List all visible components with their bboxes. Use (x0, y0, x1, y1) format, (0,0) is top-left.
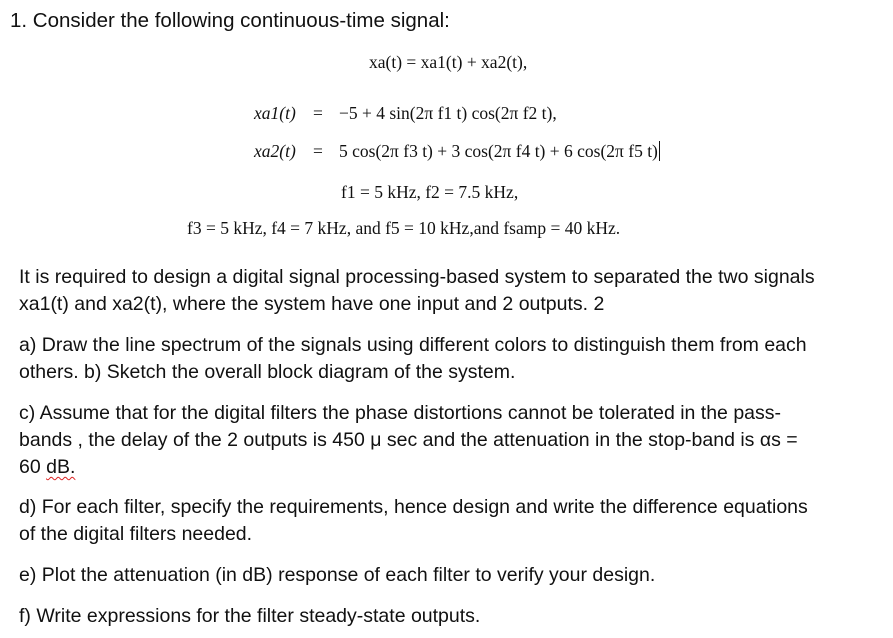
eq-xa1-rhs-text: −5 + 4 sin(2π f1 t) cos(2π f2 t), (339, 103, 557, 123)
intro-line-1: It is required to design a digital signal processing-based system to separated the two signals (19, 266, 815, 288)
eq-xa2-lhs-text: xa2(t) (254, 141, 296, 161)
part-c-line-3-value: 60 (19, 456, 47, 478)
eq-xa2-equals: = (313, 141, 323, 161)
eq-xa1-rhs (339, 103, 557, 124)
eq-frequencies-2 (187, 218, 620, 239)
eq-xa2-rhs-text: 5 cos(2π f3 t) + 3 cos(2π f4 t) + 6 cos(2π f5 t) (339, 141, 658, 161)
eq-xa2-lhs (254, 141, 296, 162)
eq-xa1-equals: = (313, 103, 323, 123)
eq-frequencies-1-text: f1 = 5 kHz, f2 = 7.5 kHz, (341, 182, 519, 202)
eq-xa2-rhs (339, 141, 660, 162)
question-title: 1. Consider the following continuous-time signal: (10, 9, 450, 32)
part-c-line-1: c) Assume that for the digital filters the phase distortions cannot be tolerated in the pass- (19, 402, 782, 424)
eq-frequencies-1 (341, 182, 518, 203)
part-c-line-3-unit: dB. (46, 456, 76, 478)
part-d-line-2: of the digital filters needed. (19, 523, 253, 545)
text-cursor (659, 141, 660, 161)
eq-main (369, 52, 527, 73)
part-e-paragraph: e) Plot the attenuation (in dB) response of each filter to verify your design. (19, 564, 656, 586)
part-c-line-3 (19, 454, 75, 481)
part-f-paragraph: f) Write expressions for the filter steady-state outputs. (19, 605, 481, 627)
part-d-line-1: d) For each filter, specify the requirements, hence design and write the difference equations (19, 496, 808, 518)
eq-xa1-lhs (254, 103, 296, 124)
eq-main-text: xa(t) = xa1(t) + xa2(t), (369, 52, 528, 72)
intro-line-2: xa1(t) and xa2(t), where the system have one input and 2 outputs. 2 (19, 293, 605, 315)
eq-xa1-lhs-text: xa1(t) (254, 103, 296, 123)
part-c-line-2: bands , the delay of the 2 outputs is 450 μ sec and the attenuation in the stop-band is αs = (19, 429, 798, 451)
eq-frequencies-2-text: f3 = 5 kHz, f4 = 7 kHz, and f5 = 10 kHz,and fsamp = 40 kHz. (187, 218, 621, 238)
part-a-line-1: a) Draw the line spectrum of the signals using different colors to distinguish them from each (19, 334, 807, 356)
part-a-line-2: others. b) Sketch the overall block diagram of the system. (19, 361, 516, 383)
